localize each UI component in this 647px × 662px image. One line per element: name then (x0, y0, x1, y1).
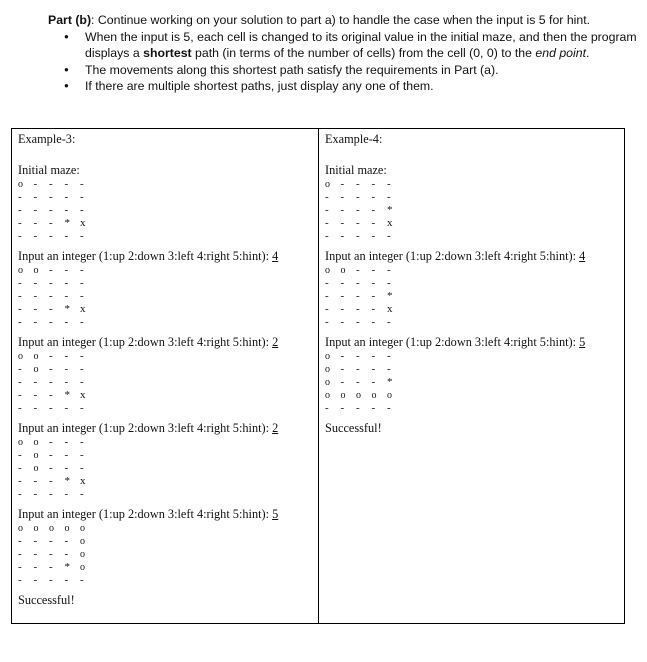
maze-cell: x (387, 303, 393, 315)
initial-maze-grid (325, 178, 624, 243)
maze-row (18, 475, 318, 488)
maze-row (325, 217, 624, 230)
maze-cell: o (325, 364, 330, 375)
maze-cell: - (18, 204, 22, 216)
maze-cell: - (64, 548, 69, 560)
maze-cell: - (371, 204, 376, 216)
requirement-emphasis: shortest (143, 46, 192, 61)
maze-cell: - (80, 191, 84, 203)
maze-cell: - (49, 449, 53, 461)
maze-cell: o (325, 179, 330, 190)
maze-cell: - (49, 389, 53, 401)
maze-cell: * (64, 303, 70, 315)
maze-row (325, 178, 624, 191)
maze-cell: - (371, 230, 376, 242)
maze-cell: - (64, 350, 69, 362)
maze-cell: - (325, 277, 329, 289)
maze-cell: - (33, 316, 38, 328)
maze-cell: - (33, 204, 38, 216)
maze-cell: - (64, 462, 69, 474)
maze-row (325, 376, 624, 389)
maze-cell: - (18, 535, 22, 547)
prompt-text: Input an integer (1:up 2:down 3:left 4:right 5:hint): (18, 507, 273, 521)
maze-cell: - (387, 402, 391, 414)
maze-row (18, 363, 318, 376)
maze-cell: - (18, 402, 22, 414)
maze-cell: - (49, 217, 53, 229)
maze-cell: o (64, 523, 70, 534)
maze-cell: - (18, 290, 22, 302)
maze-row (18, 462, 318, 475)
maze-cell: - (340, 303, 345, 315)
maze-cell: o (49, 523, 54, 534)
maze-cell: - (33, 290, 38, 302)
maze-cell: - (356, 376, 360, 388)
maze-cell: - (64, 277, 69, 289)
example-title: Example-3: (18, 132, 76, 146)
maze-cell: x (80, 303, 86, 315)
maze-cell: o (33, 450, 39, 461)
requirement-text: If there are multiple shortest paths, just display any one of them. (85, 79, 434, 94)
maze-cell: - (64, 264, 69, 276)
maze-cell: - (371, 303, 376, 315)
requirement-text: When the input is 5, each cell is changed to its original value in the initial maze, and then the program displays a (85, 29, 637, 61)
maze-cell: - (371, 191, 376, 203)
maze-cell: - (64, 436, 69, 448)
maze-cell: - (18, 574, 22, 586)
maze-cell: - (80, 230, 84, 242)
maze-cell: * (64, 389, 70, 401)
maze-cell: - (64, 363, 69, 375)
maze-cell: o (356, 390, 361, 401)
maze-cell: - (387, 178, 391, 190)
maze-row (325, 350, 624, 363)
maze-cell: - (49, 290, 53, 302)
maze-row (18, 376, 318, 389)
maze-row (18, 436, 318, 449)
maze-cell: - (49, 350, 53, 362)
maze-cell: - (18, 376, 22, 388)
maze-cell: x (80, 475, 86, 487)
maze-grid (18, 436, 318, 501)
prompt-value: 4 (579, 249, 586, 263)
maze-cell: - (80, 178, 84, 190)
maze-cell: - (387, 316, 391, 328)
maze-cell: - (356, 363, 360, 375)
maze-cell: x (80, 217, 86, 229)
maze-cell: - (33, 475, 38, 487)
requirement-text: path (in terms of the number of cells) from the cell (0, 0) to the (191, 46, 536, 61)
maze-cell: o (18, 523, 23, 534)
maze-cell: - (80, 574, 84, 586)
maze-row (18, 204, 318, 217)
maze-cell: x (387, 217, 393, 229)
maze-cell: - (325, 191, 329, 203)
maze-cell: o (33, 265, 39, 276)
maze-cell: - (64, 178, 69, 190)
maze-cell: - (340, 350, 345, 362)
maze-cell: - (49, 436, 53, 448)
prompt-value: 4 (272, 249, 279, 263)
maze-cell: * (387, 290, 393, 302)
maze-cell: - (49, 462, 53, 474)
maze-row (18, 402, 318, 415)
maze-cell: - (49, 402, 53, 414)
example-4-column (318, 129, 624, 623)
maze-cell: - (356, 191, 360, 203)
result-message: Successful! (18, 593, 75, 607)
maze-cell: o (387, 390, 392, 401)
spacer (325, 152, 624, 162)
maze-row (18, 264, 318, 277)
maze-cell: - (387, 363, 391, 375)
maze-cell: - (18, 230, 22, 242)
maze-row (18, 522, 318, 535)
maze-cell: - (340, 290, 345, 302)
maze-cell: - (18, 449, 22, 461)
maze-cell: - (49, 277, 53, 289)
requirement-item (85, 62, 640, 79)
maze-grid (18, 522, 318, 587)
prompt-value: 5 (272, 507, 279, 521)
maze-cell: - (387, 230, 391, 242)
maze-cell: o (325, 377, 330, 388)
maze-cell: - (18, 475, 22, 487)
maze-cell: - (49, 264, 53, 276)
maze-cell: - (49, 303, 53, 315)
maze-cell: - (340, 178, 345, 190)
maze-cell: o (33, 463, 39, 474)
maze-cell: - (49, 561, 53, 573)
maze-cell: - (340, 230, 345, 242)
maze-row (325, 363, 624, 376)
maze-cell: - (18, 389, 22, 401)
initial-maze-label: Initial maze: (18, 163, 80, 177)
maze-cell: - (49, 316, 53, 328)
maze-cell: - (80, 204, 84, 216)
maze-cell: o (80, 523, 85, 534)
maze-cell: - (356, 350, 360, 362)
maze-row (18, 316, 318, 329)
maze-cell: - (387, 264, 391, 276)
maze-grid (325, 350, 624, 415)
input-prompt (325, 248, 624, 264)
maze-cell: - (64, 290, 69, 302)
prompt-text: Input an integer (1:up 2:down 3:left 4:right 5:hint): (18, 335, 273, 349)
maze-cell: - (33, 561, 38, 573)
maze-row (18, 217, 318, 230)
maze-cell: o (340, 265, 346, 276)
maze-cell: - (340, 316, 345, 328)
maze-cell: o (18, 179, 23, 190)
maze-cell: - (64, 191, 69, 203)
requirement-item (85, 78, 640, 95)
requirement-item (85, 29, 640, 62)
maze-cell: - (49, 191, 53, 203)
maze-row (325, 303, 624, 316)
maze-cell: - (325, 217, 329, 229)
maze-cell: - (64, 574, 69, 586)
maze-cell: - (64, 488, 69, 500)
maze-cell: - (18, 561, 22, 573)
maze-row (325, 402, 624, 415)
maze-row (18, 574, 318, 587)
prompt-text: Input an integer (1:up 2:down 3:left 4:right 5:hint): (325, 249, 580, 263)
maze-cell: - (18, 316, 22, 328)
maze-cell: - (80, 402, 84, 414)
maze-cell: - (371, 376, 376, 388)
spacer (18, 152, 318, 162)
maze-cell: - (340, 363, 345, 375)
input-prompt (18, 334, 318, 350)
maze-cell: - (371, 350, 376, 362)
maze-cell: - (64, 449, 69, 461)
maze-cell: * (387, 204, 393, 216)
instructions (40, 12, 640, 95)
maze-cell: - (18, 277, 22, 289)
maze-grid (18, 350, 318, 415)
maze-cell: - (49, 376, 53, 388)
maze-cell: - (356, 204, 360, 216)
maze-cell: - (340, 191, 345, 203)
maze-row (325, 264, 624, 277)
maze-cell: * (64, 561, 70, 573)
maze-cell: - (80, 436, 84, 448)
maze-cell: - (18, 191, 22, 203)
maze-cell: o (340, 390, 346, 401)
maze-cell: - (49, 363, 53, 375)
maze-cell: * (64, 217, 70, 229)
input-prompt (325, 334, 624, 350)
maze-cell: - (387, 191, 391, 203)
maze-row (325, 316, 624, 329)
maze-cell: - (356, 316, 360, 328)
maze-row (18, 548, 318, 561)
maze-cell: - (64, 204, 69, 216)
maze-row (325, 277, 624, 290)
maze-cell: - (64, 402, 69, 414)
maze-cell: - (80, 488, 84, 500)
maze-cell: - (80, 376, 84, 388)
maze-cell: * (64, 475, 70, 487)
maze-cell: - (80, 350, 84, 362)
maze-cell: - (33, 303, 38, 315)
maze-cell: o (18, 437, 23, 448)
maze-row (325, 389, 624, 402)
maze-cell: * (387, 376, 393, 388)
maze-row (325, 204, 624, 217)
maze-row (18, 535, 318, 548)
maze-cell: - (356, 230, 360, 242)
maze-cell: - (33, 277, 38, 289)
maze-row (18, 449, 318, 462)
maze-cell: o (80, 562, 85, 573)
maze-cell: - (18, 488, 22, 500)
maze-row (18, 303, 318, 316)
maze-cell: - (80, 462, 84, 474)
maze-cell: - (18, 217, 22, 229)
maze-cell: - (371, 402, 376, 414)
prompt-value: 2 (272, 421, 279, 435)
maze-cell: o (33, 437, 39, 448)
maze-cell: - (64, 535, 69, 547)
maze-grid (18, 264, 318, 329)
requirement-italic: end point (535, 46, 587, 61)
maze-cell: - (18, 548, 22, 560)
maze-cell: - (340, 217, 345, 229)
examples-table (11, 128, 625, 624)
maze-cell: - (325, 316, 329, 328)
maze-cell: o (33, 523, 39, 534)
input-prompt (18, 420, 318, 436)
maze-cell: - (49, 548, 53, 560)
maze-cell: - (80, 290, 84, 302)
maze-cell: - (325, 402, 329, 414)
maze-cell: - (49, 178, 53, 190)
maze-row (325, 290, 624, 303)
prompt-text: Input an integer (1:up 2:down 3:left 4:right 5:hint): (325, 335, 580, 349)
maze-cell: - (33, 548, 38, 560)
maze-cell: - (49, 230, 53, 242)
maze-row (325, 230, 624, 243)
input-prompt (18, 248, 318, 264)
maze-cell: - (64, 230, 69, 242)
maze-cell: - (371, 178, 376, 190)
maze-cell: - (356, 264, 360, 276)
part-b-heading (48, 12, 640, 29)
maze-cell: - (33, 178, 38, 190)
maze-cell: - (356, 290, 360, 302)
maze-cell: - (356, 217, 360, 229)
maze-cell: o (18, 351, 23, 362)
part-b-text: : Continue working on your solution to part a) to handle the case when the input is 5 for hint. (91, 13, 591, 27)
maze-row (18, 488, 318, 501)
maze-cell: - (33, 574, 38, 586)
maze-cell: - (371, 217, 376, 229)
maze-cell: - (325, 303, 329, 315)
maze-cell: - (33, 402, 38, 414)
prompt-text: Input an integer (1:up 2:down 3:left 4:right 5:hint): (18, 249, 273, 263)
maze-cell: - (33, 230, 38, 242)
maze-cell: - (325, 230, 329, 242)
maze-cell: - (18, 303, 22, 315)
result-message: Successful! (325, 421, 382, 435)
maze-cell: o (371, 390, 377, 401)
maze-row (18, 191, 318, 204)
maze-cell: - (387, 277, 391, 289)
maze-row (18, 561, 318, 574)
maze-cell: - (33, 488, 38, 500)
requirement-text: The movements along this shortest path satisfy the requirements in Part (a). (85, 62, 499, 77)
maze-cell: - (80, 264, 84, 276)
prompt-text: Input an integer (1:up 2:down 3:left 4:right 5:hint): (18, 421, 273, 435)
maze-cell: - (325, 204, 329, 216)
maze-row (18, 350, 318, 363)
maze-cell: - (80, 316, 84, 328)
maze-cell: o (80, 536, 85, 547)
maze-cell: o (33, 351, 39, 362)
maze-row (18, 230, 318, 243)
example-title: Example-4: (325, 132, 383, 146)
maze-cell: - (49, 488, 53, 500)
maze-cell: - (33, 217, 38, 229)
maze-row (325, 191, 624, 204)
maze-cell: - (33, 191, 38, 203)
maze-cell: - (340, 402, 345, 414)
maze-cell: - (325, 290, 329, 302)
maze-cell: - (371, 290, 376, 302)
maze-cell: o (33, 364, 39, 375)
maze-cell: - (371, 363, 376, 375)
maze-cell: - (356, 277, 360, 289)
maze-cell: - (49, 574, 53, 586)
maze-cell: - (33, 535, 38, 547)
maze-cell: - (371, 264, 376, 276)
maze-cell: - (356, 402, 360, 414)
maze-row (18, 290, 318, 303)
maze-cell: - (340, 204, 345, 216)
initial-maze-grid (18, 178, 318, 243)
maze-cell: - (33, 376, 38, 388)
requirement-text: . (586, 46, 590, 61)
maze-cell: - (356, 178, 360, 190)
maze-cell: - (371, 316, 376, 328)
maze-cell: o (80, 549, 85, 560)
maze-cell: - (64, 316, 69, 328)
maze-cell: o (325, 265, 330, 276)
maze-cell: - (18, 363, 22, 375)
maze-row (18, 178, 318, 191)
maze-cell: o (325, 351, 330, 362)
maze-cell: o (325, 390, 330, 401)
part-b-label: Part (b) (48, 13, 92, 27)
maze-cell: - (49, 535, 53, 547)
maze-cell: - (356, 303, 360, 315)
prompt-value: 5 (579, 335, 586, 349)
maze-cell: - (49, 475, 53, 487)
maze-cell: - (340, 376, 345, 388)
maze-cell: - (49, 204, 53, 216)
maze-cell: - (387, 350, 391, 362)
maze-cell: - (80, 363, 84, 375)
maze-cell: x (80, 389, 86, 401)
maze-cell: - (33, 389, 38, 401)
maze-cell: - (80, 277, 84, 289)
initial-maze-label: Initial maze: (325, 163, 387, 177)
example-3-column (12, 129, 318, 623)
requirements-list (40, 29, 640, 95)
prompt-value: 2 (272, 335, 279, 349)
maze-row (18, 389, 318, 402)
maze-cell: - (64, 376, 69, 388)
maze-cell: o (18, 265, 23, 276)
maze-cell: - (18, 462, 22, 474)
input-prompt (18, 506, 318, 522)
maze-grid (325, 264, 624, 329)
maze-cell: - (80, 449, 84, 461)
maze-row (18, 277, 318, 290)
maze-cell: - (340, 277, 345, 289)
maze-cell: - (371, 277, 376, 289)
